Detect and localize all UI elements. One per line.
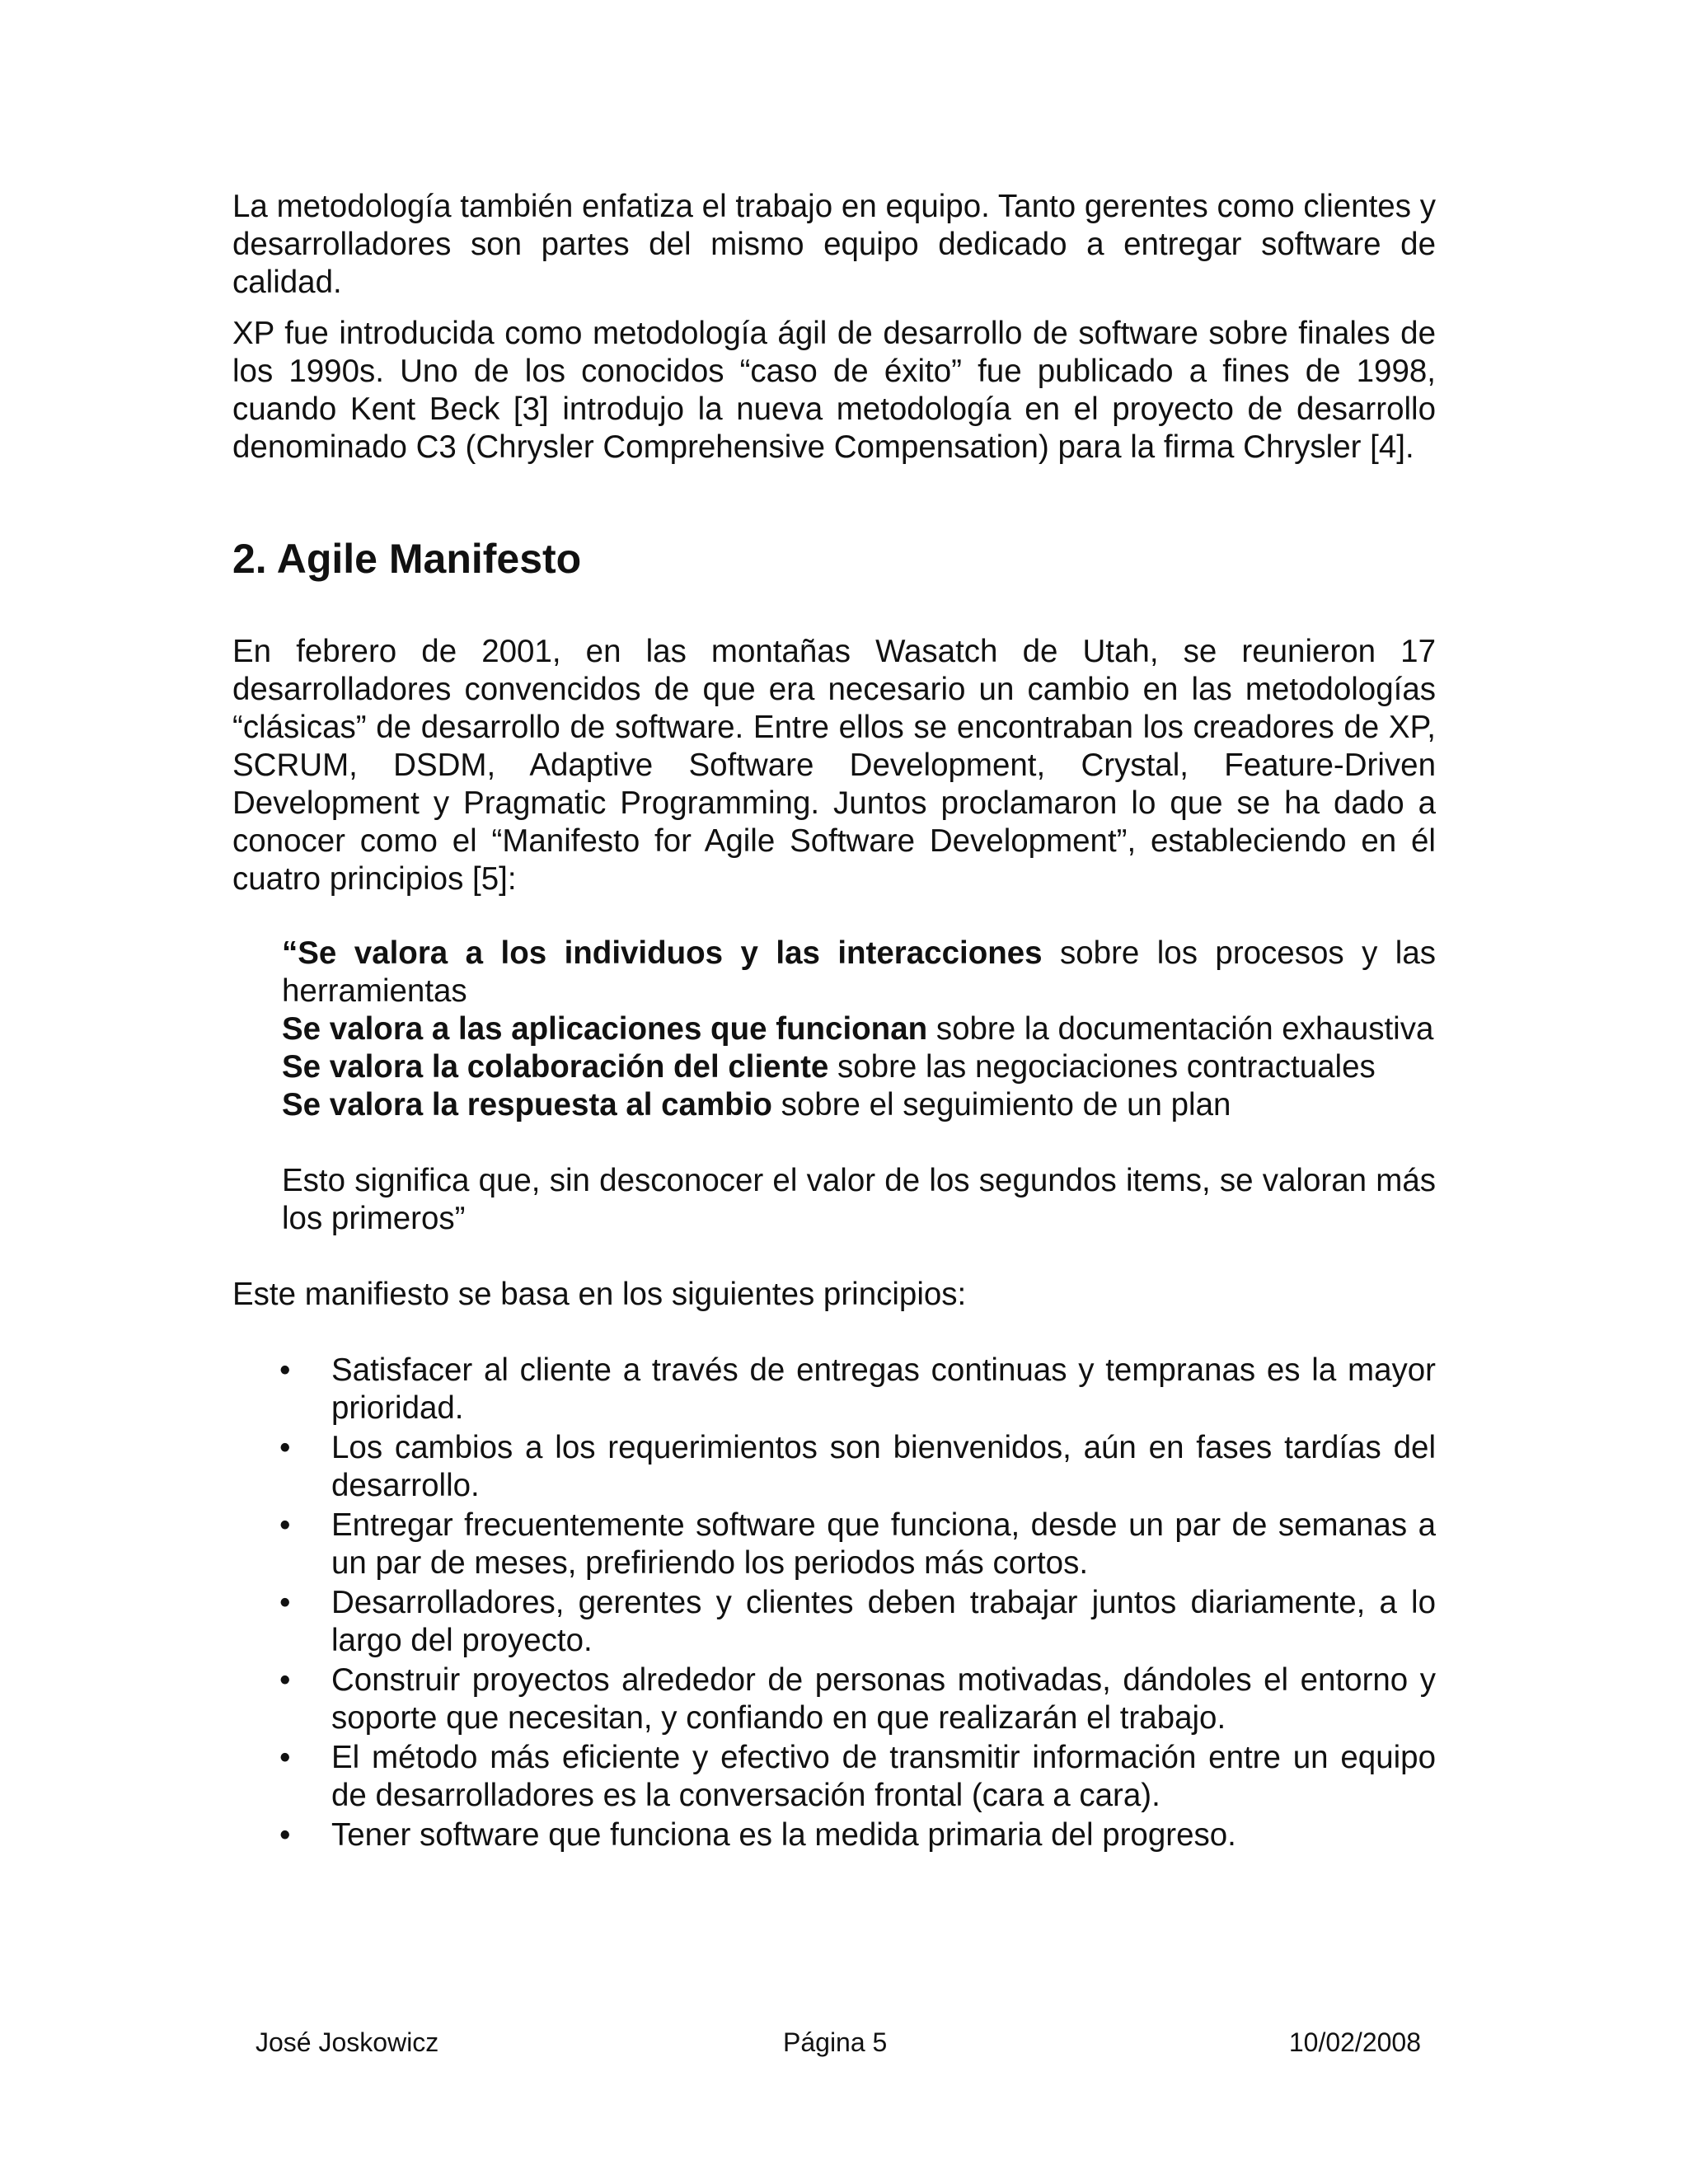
bullet-icon: • xyxy=(279,1740,291,1775)
list-item-text: Tener software que funciona es la medida primaria del progreso. xyxy=(331,1817,1236,1853)
list-item-text: Construir proyectos alrededor de personas motivadas, dándoles el entorno y soporte que necesitan, y confiando en que realizarán el trabajo. xyxy=(331,1662,1436,1736)
principles-list xyxy=(232,1352,1436,1854)
manifesto-item-value: Se valora la respuesta al cambio xyxy=(282,1087,772,1122)
list-item-text: Satisfacer al cliente a través de entregas continuas y tempranas es la mayor prioridad. xyxy=(331,1352,1436,1426)
page-footer xyxy=(256,2026,1421,2059)
manifesto-item-contrast: sobre el seguimiento de un plan xyxy=(771,1087,1231,1122)
list-item xyxy=(232,1816,1436,1854)
manifesto-item-contrast: sobre los procesos y las herramientas xyxy=(282,935,1436,1009)
list-item-text: Desarrolladores, gerentes y clientes deben trabajar juntos diariamente, a lo largo del proyecto. xyxy=(331,1585,1436,1658)
manifesto-closing: Esto significa que, sin desconocer el valor de los segundos items, se valoran más los primeros” xyxy=(282,1163,1436,1236)
paragraph-teamwork: La metodología también enfatiza el trabajo en equipo. Tanto gerentes como clientes y desarrolladores son partes del mismo equipo dedicado a entregar software de calidad. xyxy=(232,189,1436,300)
bullet-icon: • xyxy=(279,1430,291,1465)
manifesto-item xyxy=(282,1048,1436,1086)
list-item xyxy=(232,1584,1436,1660)
list-item xyxy=(232,1507,1436,1582)
manifesto-item-value: “Se valora a los individuos y las interacciones xyxy=(282,935,1043,971)
manifesto-item-value: Se valora la colaboración del cliente xyxy=(282,1049,829,1085)
bullet-icon: • xyxy=(279,1817,291,1853)
list-item-text: El método más eficiente y efectivo de transmitir información entre un equipo de desarrolladores es la conversación frontal (cara a cara). xyxy=(331,1740,1436,1813)
manifesto-item xyxy=(282,1086,1436,1124)
paragraph-principles-intro: Este manifiesto se basa en los siguientes principios: xyxy=(232,1277,967,1312)
section-heading: 2. Agile Manifesto xyxy=(232,536,582,582)
manifesto-item xyxy=(282,935,1436,1010)
manifesto-item-contrast: sobre las negociaciones contractuales xyxy=(828,1049,1376,1085)
list-item xyxy=(232,1661,1436,1737)
manifesto-item-contrast: sobre la documentación exhaustiva xyxy=(927,1011,1434,1047)
bullet-icon: • xyxy=(279,1352,291,1388)
bullet-icon: • xyxy=(279,1585,291,1620)
paragraph-manifesto-origin: En febrero de 2001, en las montañas Wasatch de Utah, se reunieron 17 desarrolladores convencidos de que era necesario un cambio en las metodologías “clásicas” de desarrollo de software. Entre ellos se encontraban los creadores de XP, SCRUM, DSDM, Adaptive Software Development, Crystal, Feature-Driven Development y Pragmatic Programming. Juntos proclamaron lo que se ha dado a conocer como el “Manifesto for Agile Software Development”, estableciendo en él cuatro principios [5]: xyxy=(232,634,1436,897)
list-item xyxy=(232,1739,1436,1815)
list-item xyxy=(232,1429,1436,1505)
footer-date: 10/02/2008 xyxy=(1288,2027,1421,2057)
list-item-text: Los cambios a los requerimientos son bienvenidos, aún en fases tardías del desarrollo. xyxy=(331,1430,1436,1503)
bullet-icon: • xyxy=(279,1507,291,1543)
bullet-icon: • xyxy=(279,1662,291,1698)
document-page xyxy=(232,188,1436,1856)
footer-author: José Joskowicz xyxy=(256,2027,439,2057)
manifesto-quote xyxy=(282,935,1436,1238)
list-item-text: Entregar frecuentemente software que funciona, desde un par de semanas a un par de meses, prefiriendo los periodos más cortos. xyxy=(331,1507,1436,1581)
manifesto-item-value: Se valora a las aplicaciones que funcionan xyxy=(282,1011,928,1047)
paragraph-xp-history: XP fue introducida como metodología ágil de desarrollo de software sobre finales de los 1990s. Uno de los conocidos “caso de éxito” fue publicado a fines de 1998, cuando Kent Beck [3] introdujo la nueva metodología en el proyecto de desarrollo denominado C3 (Chrysler Comprehensive Compensation) para la firma Chrysler [4]. xyxy=(232,316,1436,465)
manifesto-item xyxy=(282,1010,1436,1048)
footer-page-number: Página 5 xyxy=(783,2027,888,2057)
list-item xyxy=(232,1352,1436,1427)
